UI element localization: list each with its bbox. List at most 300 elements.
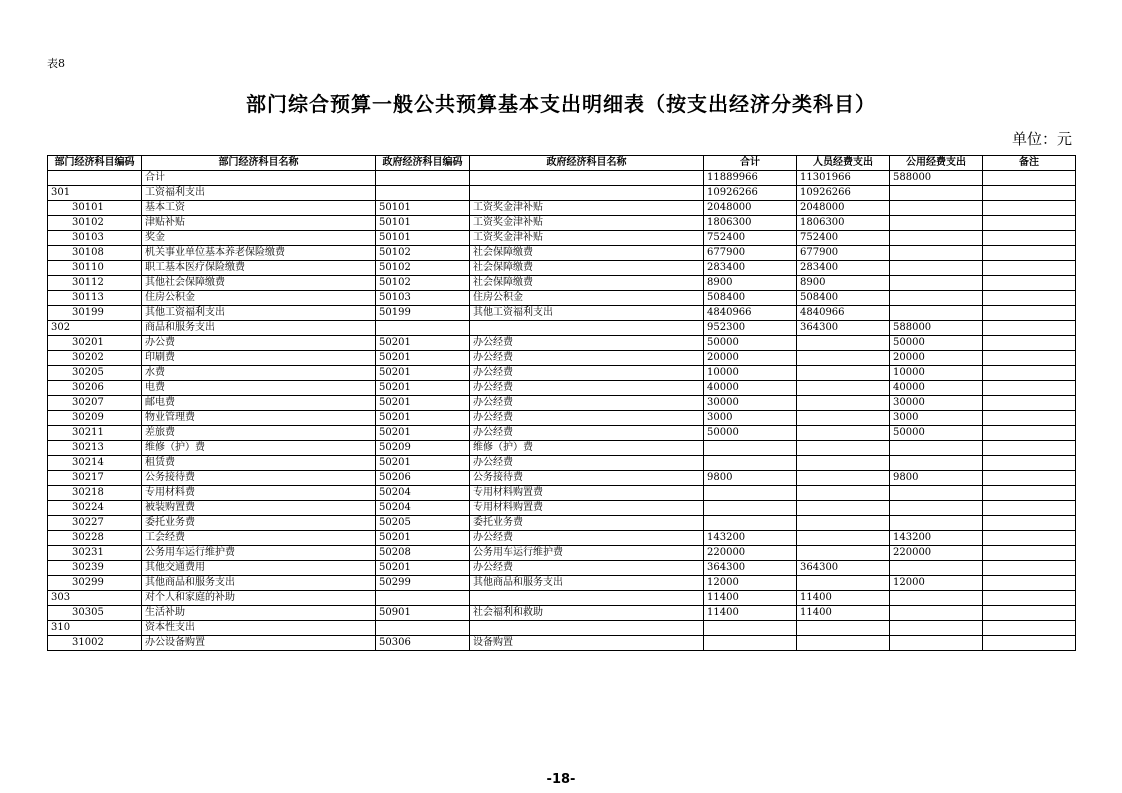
table-row [48, 306, 1076, 321]
note-cell [983, 546, 1076, 561]
public-cell [890, 306, 983, 321]
personnel-cell: 10926266 [797, 186, 890, 201]
dept-code-cell [48, 171, 142, 186]
personnel-cell: 1806300 [797, 216, 890, 231]
gov-code-cell: 50201 [376, 411, 470, 426]
dept-code-cell: 30113 [48, 291, 142, 306]
personnel-cell [797, 516, 890, 531]
header-total: 合计 [704, 156, 797, 171]
table-label: 表8 [47, 57, 65, 70]
total-cell [704, 621, 797, 636]
gov-code-cell: 50201 [376, 336, 470, 351]
public-cell: 12000 [890, 576, 983, 591]
note-cell [983, 486, 1076, 501]
dept-name-cell: 办公设备购置 [142, 636, 376, 651]
gov-name-cell: 其他商品和服务支出 [470, 576, 704, 591]
gov-name-cell: 办公经费 [470, 426, 704, 441]
dept-code-cell: 30239 [48, 561, 142, 576]
public-cell [890, 561, 983, 576]
dept-name-cell: 奖金 [142, 231, 376, 246]
public-cell [890, 261, 983, 276]
table-row [48, 321, 1076, 336]
gov-code-cell [376, 321, 470, 336]
note-cell [983, 216, 1076, 231]
personnel-cell [797, 636, 890, 651]
personnel-cell [797, 621, 890, 636]
dept-code-cell: 30231 [48, 546, 142, 561]
personnel-cell: 508400 [797, 291, 890, 306]
dept-name-cell: 维修（护）费 [142, 441, 376, 456]
note-cell [983, 591, 1076, 606]
dept-code-cell: 30305 [48, 606, 142, 621]
gov-code-cell: 50103 [376, 291, 470, 306]
note-cell [983, 321, 1076, 336]
public-cell [890, 441, 983, 456]
public-cell: 30000 [890, 396, 983, 411]
gov-name-cell: 办公经费 [470, 381, 704, 396]
note-cell [983, 531, 1076, 546]
public-cell [890, 186, 983, 201]
gov-code-cell: 50201 [376, 456, 470, 471]
table-row [48, 531, 1076, 546]
dept-name-cell: 被装购置费 [142, 501, 376, 516]
note-cell [983, 426, 1076, 441]
gov-name-cell: 住房公积金 [470, 291, 704, 306]
public-cell [890, 501, 983, 516]
gov-code-cell: 50101 [376, 216, 470, 231]
gov-name-cell [470, 171, 704, 186]
dept-name-cell: 专用材料费 [142, 486, 376, 501]
gov-name-cell: 办公经费 [470, 456, 704, 471]
dept-name-cell: 机关事业单位基本养老保险缴费 [142, 246, 376, 261]
gov-name-cell: 办公经费 [470, 411, 704, 426]
public-cell: 40000 [890, 381, 983, 396]
note-cell [983, 186, 1076, 201]
public-cell: 10000 [890, 366, 983, 381]
table-row [48, 576, 1076, 591]
note-cell [983, 576, 1076, 591]
table-row [48, 606, 1076, 621]
note-cell [983, 606, 1076, 621]
note-cell [983, 171, 1076, 186]
total-cell: 508400 [704, 291, 797, 306]
table-row [48, 381, 1076, 396]
header-dept-code: 部门经济科目编码 [48, 156, 142, 171]
note-cell [983, 471, 1076, 486]
dept-code-cell: 30201 [48, 336, 142, 351]
dept-name-cell: 工资福利支出 [142, 186, 376, 201]
personnel-cell [797, 456, 890, 471]
dept-code-cell: 30227 [48, 516, 142, 531]
dept-name-cell: 差旅费 [142, 426, 376, 441]
dept-name-cell: 邮电费 [142, 396, 376, 411]
table-body [48, 171, 1076, 651]
table-row [48, 201, 1076, 216]
note-cell [983, 411, 1076, 426]
dept-name-cell: 工会经费 [142, 531, 376, 546]
public-cell [890, 636, 983, 651]
header-personnel: 人员经费支出 [797, 156, 890, 171]
gov-code-cell: 50201 [376, 531, 470, 546]
total-cell [704, 441, 797, 456]
header-row [48, 156, 1076, 171]
total-cell [704, 486, 797, 501]
total-cell: 40000 [704, 381, 797, 396]
gov-name-cell: 工资奖金津补贴 [470, 201, 704, 216]
total-cell: 50000 [704, 426, 797, 441]
dept-code-cell: 30101 [48, 201, 142, 216]
total-cell: 11889966 [704, 171, 797, 186]
note-cell [983, 366, 1076, 381]
table-row [48, 276, 1076, 291]
gov-name-cell [470, 621, 704, 636]
table-row [48, 546, 1076, 561]
note-cell [983, 261, 1076, 276]
gov-code-cell: 50201 [376, 396, 470, 411]
gov-name-cell: 办公经费 [470, 351, 704, 366]
personnel-cell: 677900 [797, 246, 890, 261]
total-cell: 2048000 [704, 201, 797, 216]
table-row [48, 456, 1076, 471]
unit-label: 单位：元 [1011, 130, 1072, 148]
total-cell: 283400 [704, 261, 797, 276]
personnel-cell [797, 351, 890, 366]
dept-name-cell: 其他社会保障缴费 [142, 276, 376, 291]
note-cell [983, 291, 1076, 306]
gov-name-cell [470, 591, 704, 606]
dept-name-cell: 电费 [142, 381, 376, 396]
personnel-cell [797, 486, 890, 501]
table-row [48, 516, 1076, 531]
gov-code-cell: 50101 [376, 201, 470, 216]
dept-code-cell: 30205 [48, 366, 142, 381]
public-cell: 20000 [890, 351, 983, 366]
gov-name-cell: 社会保障缴费 [470, 246, 704, 261]
note-cell [983, 621, 1076, 636]
total-cell [704, 501, 797, 516]
table-row [48, 621, 1076, 636]
total-cell: 364300 [704, 561, 797, 576]
personnel-cell [797, 546, 890, 561]
dept-name-cell: 其他工资福利支出 [142, 306, 376, 321]
total-cell: 12000 [704, 576, 797, 591]
gov-code-cell: 50204 [376, 501, 470, 516]
personnel-cell: 11400 [797, 606, 890, 621]
gov-code-cell: 50102 [376, 261, 470, 276]
gov-code-cell: 50199 [376, 306, 470, 321]
personnel-cell: 364300 [797, 321, 890, 336]
total-cell: 220000 [704, 546, 797, 561]
gov-name-cell: 公务接待费 [470, 471, 704, 486]
note-cell [983, 351, 1076, 366]
gov-name-cell: 办公经费 [470, 336, 704, 351]
personnel-cell: 2048000 [797, 201, 890, 216]
dept-code-cell: 30102 [48, 216, 142, 231]
total-cell: 30000 [704, 396, 797, 411]
personnel-cell [797, 396, 890, 411]
gov-code-cell [376, 621, 470, 636]
table-row [48, 291, 1076, 306]
dept-name-cell: 其他商品和服务支出 [142, 576, 376, 591]
public-cell [890, 216, 983, 231]
gov-name-cell [470, 321, 704, 336]
table-row [48, 216, 1076, 231]
dept-name-cell: 对个人和家庭的补助 [142, 591, 376, 606]
dept-code-cell: 30110 [48, 261, 142, 276]
gov-code-cell: 50306 [376, 636, 470, 651]
public-cell [890, 276, 983, 291]
dept-code-cell: 30214 [48, 456, 142, 471]
public-cell: 50000 [890, 336, 983, 351]
note-cell [983, 516, 1076, 531]
gov-name-cell: 工资奖金津补贴 [470, 216, 704, 231]
total-cell: 952300 [704, 321, 797, 336]
personnel-cell [797, 501, 890, 516]
public-cell [890, 606, 983, 621]
header-dept-name: 部门经济科目名称 [142, 156, 376, 171]
gov-code-cell: 50101 [376, 231, 470, 246]
total-cell [704, 456, 797, 471]
public-cell [890, 486, 983, 501]
gov-name-cell: 社会福利和救助 [470, 606, 704, 621]
note-cell [983, 201, 1076, 216]
public-cell: 143200 [890, 531, 983, 546]
total-cell: 20000 [704, 351, 797, 366]
total-cell: 752400 [704, 231, 797, 246]
dept-code-cell: 31002 [48, 636, 142, 651]
personnel-cell: 11400 [797, 591, 890, 606]
dept-name-cell: 委托业务费 [142, 516, 376, 531]
gov-name-cell: 办公经费 [470, 531, 704, 546]
gov-code-cell: 50201 [376, 426, 470, 441]
gov-code-cell: 50102 [376, 246, 470, 261]
gov-code-cell [376, 591, 470, 606]
public-cell [890, 516, 983, 531]
gov-code-cell: 50102 [376, 276, 470, 291]
public-cell [890, 591, 983, 606]
gov-code-cell [376, 186, 470, 201]
total-cell: 10926266 [704, 186, 797, 201]
dept-name-cell: 其他交通费用 [142, 561, 376, 576]
expenditure-detail-table [47, 155, 1076, 651]
total-cell: 677900 [704, 246, 797, 261]
page-number: -18- [546, 772, 576, 787]
note-cell [983, 381, 1076, 396]
dept-name-cell: 公务用车运行维护费 [142, 546, 376, 561]
gov-name-cell: 委托业务费 [470, 516, 704, 531]
personnel-cell [797, 336, 890, 351]
gov-name-cell: 办公经费 [470, 366, 704, 381]
dept-name-cell: 住房公积金 [142, 291, 376, 306]
gov-code-cell: 50201 [376, 351, 470, 366]
gov-name-cell: 设备购置 [470, 636, 704, 651]
header-gov-name: 政府经济科目名称 [470, 156, 704, 171]
public-cell [890, 246, 983, 261]
total-cell: 11400 [704, 606, 797, 621]
gov-code-cell: 50204 [376, 486, 470, 501]
dept-name-cell: 印刷费 [142, 351, 376, 366]
dept-code-cell: 30213 [48, 441, 142, 456]
personnel-cell: 11301966 [797, 171, 890, 186]
note-cell [983, 501, 1076, 516]
gov-name-cell: 公务用车运行维护费 [470, 546, 704, 561]
personnel-cell [797, 426, 890, 441]
public-cell: 220000 [890, 546, 983, 561]
personnel-cell [797, 411, 890, 426]
personnel-cell [797, 576, 890, 591]
gov-code-cell: 50201 [376, 561, 470, 576]
dept-code-cell: 30218 [48, 486, 142, 501]
dept-code-cell: 30217 [48, 471, 142, 486]
dept-name-cell: 商品和服务支出 [142, 321, 376, 336]
gov-name-cell: 社会保障缴费 [470, 261, 704, 276]
note-cell [983, 336, 1076, 351]
dept-code-cell: 30103 [48, 231, 142, 246]
public-cell [890, 291, 983, 306]
public-cell: 3000 [890, 411, 983, 426]
table-row [48, 411, 1076, 426]
dept-name-cell: 生活补助 [142, 606, 376, 621]
total-cell: 143200 [704, 531, 797, 546]
total-cell [704, 636, 797, 651]
total-cell: 50000 [704, 336, 797, 351]
table-row [48, 471, 1076, 486]
gov-name-cell: 维修（护）费 [470, 441, 704, 456]
note-cell [983, 396, 1076, 411]
dept-name-cell: 公务接待费 [142, 471, 376, 486]
note-cell [983, 456, 1076, 471]
gov-code-cell: 50299 [376, 576, 470, 591]
total-cell [704, 516, 797, 531]
table-row [48, 336, 1076, 351]
dept-code-cell: 310 [48, 621, 142, 636]
gov-code-cell: 50208 [376, 546, 470, 561]
gov-name-cell: 办公经费 [470, 561, 704, 576]
dept-code-cell: 30206 [48, 381, 142, 396]
gov-code-cell: 50901 [376, 606, 470, 621]
personnel-cell: 752400 [797, 231, 890, 246]
public-cell: 588000 [890, 321, 983, 336]
table-row [48, 441, 1076, 456]
personnel-cell: 4840966 [797, 306, 890, 321]
note-cell [983, 561, 1076, 576]
dept-code-cell: 30224 [48, 501, 142, 516]
total-cell: 8900 [704, 276, 797, 291]
table-row [48, 186, 1076, 201]
public-cell [890, 201, 983, 216]
public-cell: 50000 [890, 426, 983, 441]
personnel-cell [797, 531, 890, 546]
dept-name-cell: 办公费 [142, 336, 376, 351]
public-cell: 9800 [890, 471, 983, 486]
gov-name-cell: 专用材料购置费 [470, 486, 704, 501]
public-cell [890, 456, 983, 471]
note-cell [983, 231, 1076, 246]
total-cell: 9800 [704, 471, 797, 486]
header-note: 备注 [983, 156, 1076, 171]
personnel-cell: 283400 [797, 261, 890, 276]
dept-code-cell: 303 [48, 591, 142, 606]
table-row [48, 501, 1076, 516]
dept-code-cell: 30207 [48, 396, 142, 411]
personnel-cell: 8900 [797, 276, 890, 291]
dept-code-cell: 30199 [48, 306, 142, 321]
note-cell [983, 306, 1076, 321]
dept-code-cell: 30108 [48, 246, 142, 261]
dept-name-cell: 租赁费 [142, 456, 376, 471]
table-row [48, 171, 1076, 186]
gov-code-cell: 50201 [376, 366, 470, 381]
note-cell [983, 246, 1076, 261]
gov-name-cell: 社会保障缴费 [470, 276, 704, 291]
total-cell: 3000 [704, 411, 797, 426]
total-cell: 4840966 [704, 306, 797, 321]
gov-name-cell: 办公经费 [470, 396, 704, 411]
dept-code-cell: 302 [48, 321, 142, 336]
personnel-cell [797, 366, 890, 381]
table-row [48, 231, 1076, 246]
public-cell [890, 231, 983, 246]
table-row [48, 261, 1076, 276]
table-row [48, 351, 1076, 366]
total-cell: 10000 [704, 366, 797, 381]
table-row [48, 246, 1076, 261]
gov-name-cell: 专用材料购置费 [470, 501, 704, 516]
dept-code-cell: 30202 [48, 351, 142, 366]
total-cell: 1806300 [704, 216, 797, 231]
dept-name-cell: 资本性支出 [142, 621, 376, 636]
personnel-cell [797, 441, 890, 456]
note-cell [983, 276, 1076, 291]
gov-code-cell [376, 171, 470, 186]
personnel-cell [797, 471, 890, 486]
dept-name-cell: 基本工资 [142, 201, 376, 216]
table-row [48, 396, 1076, 411]
table-row [48, 636, 1076, 651]
public-cell: 588000 [890, 171, 983, 186]
dept-code-cell: 30299 [48, 576, 142, 591]
header-public: 公用经费支出 [890, 156, 983, 171]
gov-code-cell: 50205 [376, 516, 470, 531]
table-row [48, 486, 1076, 501]
dept-name-cell: 水费 [142, 366, 376, 381]
note-cell [983, 636, 1076, 651]
gov-code-cell: 50206 [376, 471, 470, 486]
personnel-cell: 364300 [797, 561, 890, 576]
header-gov-code: 政府经济科目编码 [376, 156, 470, 171]
gov-name-cell [470, 186, 704, 201]
page-title: 部门综合预算一般公共预算基本支出明细表（按支出经济分类科目） [246, 92, 876, 116]
table-row [48, 366, 1076, 381]
table-row [48, 426, 1076, 441]
dept-code-cell: 30209 [48, 411, 142, 426]
dept-code-cell: 30228 [48, 531, 142, 546]
dept-name-cell: 津贴补贴 [142, 216, 376, 231]
gov-name-cell: 其他工资福利支出 [470, 306, 704, 321]
dept-name-cell: 物业管理费 [142, 411, 376, 426]
table-row [48, 561, 1076, 576]
gov-code-cell: 50201 [376, 381, 470, 396]
gov-code-cell: 50209 [376, 441, 470, 456]
dept-name-cell: 职工基本医疗保险缴费 [142, 261, 376, 276]
dept-code-cell: 30211 [48, 426, 142, 441]
gov-name-cell: 工资奖金津补贴 [470, 231, 704, 246]
dept-code-cell: 301 [48, 186, 142, 201]
dept-code-cell: 30112 [48, 276, 142, 291]
dept-name-cell: 合计 [142, 171, 376, 186]
total-cell: 11400 [704, 591, 797, 606]
public-cell [890, 621, 983, 636]
